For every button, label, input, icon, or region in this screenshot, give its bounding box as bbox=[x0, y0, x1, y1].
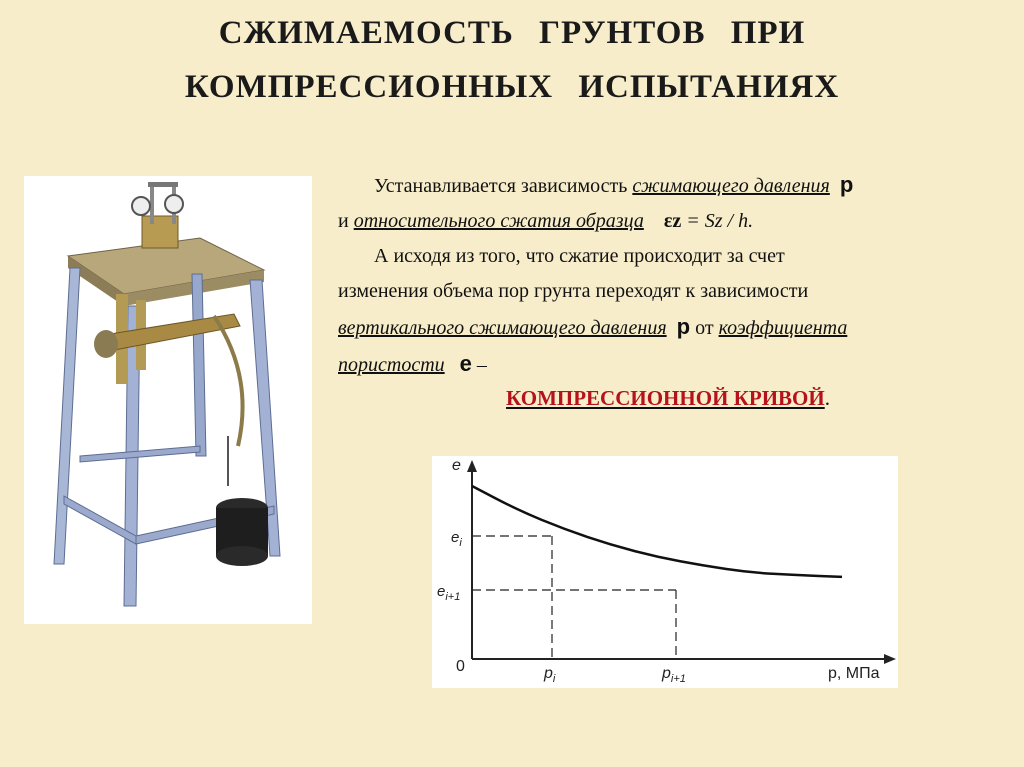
origin-label: 0 bbox=[456, 658, 465, 675]
text-line-3: А исходя из того, что сжатие происходит за счет bbox=[374, 245, 785, 267]
y-axis-arrow bbox=[467, 460, 477, 472]
x-axis-arrow bbox=[884, 654, 896, 664]
term-compressive-pressure: сжимающего давления bbox=[632, 175, 830, 197]
tick-label-ei1: $e_{i+1}$ bbox=[437, 583, 461, 603]
symbol-p-2: p bbox=[676, 314, 691, 339]
x-axis-label: p, МПа bbox=[828, 665, 880, 682]
compression-apparatus-photo bbox=[24, 176, 312, 624]
compression-curve-chart bbox=[432, 456, 898, 688]
tick-label-pi1: $p_{i+1}$ bbox=[662, 665, 686, 685]
symbol-p: p bbox=[839, 172, 854, 197]
text-line-1: Устанавливается зависимость bbox=[374, 175, 633, 197]
symbol-epsilon: εz bbox=[663, 210, 682, 232]
title-line-1: СЖИМАЕМОСТЬ ГРУНТОВ ПРИ bbox=[218, 15, 806, 51]
dash: – bbox=[471, 354, 487, 376]
description-text bbox=[338, 167, 998, 383]
y-axis-label: e bbox=[452, 457, 461, 474]
compression-test-apparatus-icon bbox=[24, 176, 312, 624]
compression-curve-label bbox=[338, 386, 998, 411]
chart-svg bbox=[432, 456, 898, 688]
term-coefficient: коэффициента bbox=[718, 317, 848, 339]
period: . bbox=[824, 386, 830, 410]
formula: = Sz / h. bbox=[681, 210, 754, 232]
term-vertical-pressure: вертикального сжимающего давления bbox=[338, 317, 667, 339]
compression-curve-term: КОМПРЕССИОННОЙ КРИВОЙ bbox=[506, 386, 825, 410]
text-line-2: и bbox=[338, 210, 354, 232]
compression-curve-line bbox=[472, 486, 842, 577]
tick-label-pi: $p_i$ bbox=[544, 665, 556, 685]
text-line-4: изменения объема пор грунта переходят к зависимости bbox=[338, 280, 809, 302]
term-relative-compression: относительного сжатия образца bbox=[353, 210, 644, 232]
slide-title bbox=[0, 6, 1024, 114]
symbol-e: e bbox=[459, 351, 472, 376]
tick-label-ei: $e_i$ bbox=[451, 529, 462, 549]
term-porosity: пористости bbox=[338, 354, 445, 376]
title-line-2: КОМПРЕССИОННЫХ ИСПЫТАНИЯХ bbox=[184, 69, 840, 105]
text-from: от bbox=[690, 317, 719, 339]
